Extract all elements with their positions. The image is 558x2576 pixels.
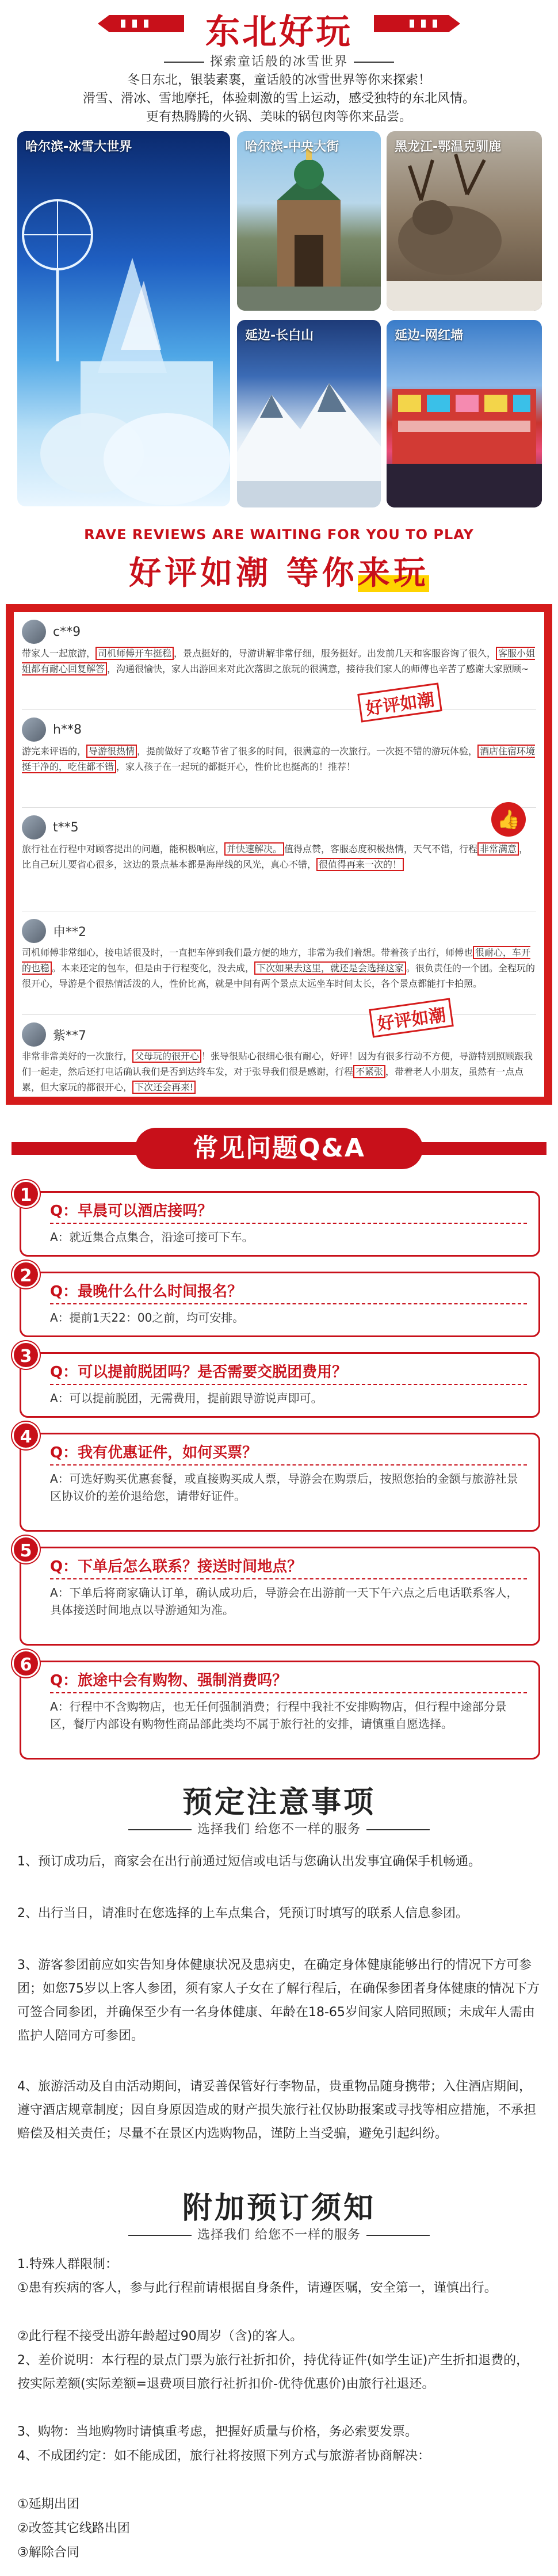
- faq-item: [20, 1541, 540, 1646]
- notes-title: 预定注意事项: [182, 1785, 376, 1820]
- faq-answer: A：可选好购买优惠套餐，或直接购买成人票，导游会在购票后，按照您抬的金额与旅游社景区协议价的差价退给您，请带好证件。: [50, 1472, 518, 1503]
- faq-answer: A：可以提前脱团，无需费用，提前跟导游说声即可。: [50, 1391, 323, 1405]
- reviews-heading-english: RAVE REVIEWS ARE WAITING FOR YOU TO PLAY: [84, 526, 474, 543]
- faq-number: 5: [12, 1536, 40, 1563]
- review-text: 带家人一起旅游， 司机师傅开车挺稳 ，景点挺好的，导游讲解非常仔细，服务挺好。出发前几天和客服咨询了很久， 客服小姐姐都有耐心回复解答 ，沟通很愉快，家人出游回来对此次落脚之旅玩的很满意，接待我们家人的师傅也辛苦了感谢大家照顾~: [22, 648, 536, 674]
- faq-question: Q：下单后怎么联系？接送时间地点？: [50, 1554, 527, 1579]
- faq-item: [20, 1185, 540, 1257]
- reviews-panel: [6, 604, 552, 1105]
- avatar: [22, 620, 46, 644]
- extra-title: 附加预订须知: [182, 2190, 376, 2226]
- review-item: [22, 917, 536, 1015]
- faq-question: Q：早晨可以酒店接吗？: [50, 1199, 527, 1224]
- extra-paragraph: ②改签其它线路出团: [17, 2521, 130, 2536]
- notes-paragraph: 4、旅游活动及自由活动期间，请妥善保管好行李物品，贵重物品随身携带；入住酒店期间，遵守酒店规章制度；因自身原因造成的财产损失旅行社仅协助报案或寻找等相应措施，不承担赔偿及相关责任；尽量不在景区内选购物品，谨防上当受骗，避免引起纠纷。: [17, 2079, 537, 2141]
- reviews-heading: [0, 548, 558, 594]
- notes-paragraph: 1、预订成功后，商家会在出行前通过短信或电话与您确认出发事宜确保手机畅通。: [17, 1854, 481, 1869]
- notes-subtitle: [0, 1819, 558, 1837]
- review-item: [22, 814, 536, 911]
- photo-reindeer: [387, 131, 542, 311]
- photo-central-street: [237, 131, 381, 311]
- avatar: [22, 919, 46, 943]
- faq-ribbon-right: [420, 1142, 546, 1155]
- photo-caption: 哈尔滨-中央大街: [245, 140, 339, 154]
- extra-paragraph: 4、不成团约定：如不能成团，旅行社将按照下列方式与旅游者协商解决：: [17, 2449, 430, 2463]
- photo-caption: 黑龙江-鄂温克驯鹿: [395, 140, 502, 154]
- rave-stamp: 好评如潮: [369, 998, 454, 1037]
- faq-ribbon-left: [12, 1142, 138, 1155]
- ice-castle-illustration: [17, 131, 230, 506]
- faq-number: 3: [12, 1341, 40, 1369]
- faq-question: Q：我有优惠证件，如何买票？: [50, 1440, 527, 1466]
- extra-paragraph: 3、购物：当地购物时请慎重考虑，把握好质量与价格，务必索要发票。: [17, 2425, 418, 2439]
- extra-paragraph: 1.特殊人群限制：: [17, 2257, 118, 2272]
- review-username: h**8: [53, 722, 82, 737]
- faq-item: [20, 1266, 540, 1337]
- extra-subtitle: [0, 2225, 558, 2243]
- review-text: 非常非常美好的一次旅行， 父母玩的很开心 ！张导很贴心很细心很有耐心，好评！因为有很多行动不方便，导游特别照顾跟我们一起走，然后还打电话确认我们是否到达终车发，对于张导我们很是感谢，行程 不紧张 ，带着老人小朋友，虽然有一点点累，但大家玩的都很开心， 下次还会再来!: [22, 1051, 533, 1093]
- faq-answer: A：行程中不含购物店，也无任何强制消费；行程中我社不安排购物店，但行程中途部分景区，餐厅内部设有购物性商品部此类均不属于旅行社的安排，请慎重自愿选择。: [50, 1700, 507, 1731]
- avatar: [22, 1022, 46, 1047]
- intro-line-1: 冬日东北，银装素裹，童话般的冰雪世界等你来探索！: [127, 73, 431, 87]
- review-item: [22, 618, 536, 710]
- faq-item: [20, 1346, 540, 1418]
- review-text: 游完来评语的， 导游很热情 ，提前做好了攻略节省了很多的时间，很满意的一次旅行。一次挺不错的游玩体验， 酒店住宿环境挺干净的，吃住都不错 ，家人孩子在一起玩的都挺开心，性价比也挺高的！推荐！: [22, 746, 536, 772]
- review-item: [22, 716, 536, 808]
- faq-item: [20, 1655, 540, 1760]
- review-item: [22, 1021, 536, 1096]
- notes-subtitle-text: 选择我们 给您不一样的服务: [197, 1822, 361, 1837]
- faq-answer: A：就近集合点集合，沿途可接可下车。: [50, 1230, 254, 1244]
- faq-title: 常见问题Q&A: [193, 1134, 365, 1163]
- faq-answer: A：下单后将商家确认订单，确认成功后，导游会在出游前一天下午六点之后电话联系客人，具体接送时间地点以导游通知为准。: [50, 1586, 518, 1617]
- street-illustration: [387, 320, 542, 507]
- review-username: c**9: [53, 624, 81, 639]
- faq-number: 6: [12, 1650, 40, 1677]
- photo-changbai-mountain: [237, 320, 381, 507]
- photo-influencer-wall: [387, 320, 542, 507]
- faq-number: 2: [12, 1261, 40, 1288]
- review-text: 旅行社在行程中对顾客提出的问题，能积极响应， 并快速解决。 值得点赞，客服态度积极热情，天气不错，行程 非常满意 ，比自己玩儿要省心很多，这边的景点基本都是海岸线的风光，真心不错， 很值得再来一次的！: [22, 844, 529, 870]
- header-subtitle-text: 探索童话般的冰雪世界: [209, 55, 348, 69]
- review-username: 申**2: [53, 925, 86, 940]
- extra-subtitle-text: 选择我们 给您不一样的服务: [197, 2228, 361, 2242]
- mountain-illustration: [237, 320, 381, 507]
- review-username: 紫**7: [53, 1028, 86, 1043]
- extra-paragraph: ①延期出团: [17, 2497, 79, 2512]
- notes-paragraph: 2、出行当日，请准时在您选择的上车点集合，凭预订时填写的联系人信息参团。: [17, 1906, 468, 1921]
- extra-paragraph: ③解除合同: [17, 2546, 79, 2560]
- avatar: [22, 815, 46, 839]
- review-text: 司机师傅非常细心，接电话很及时，一直把车停到我们最方便的地方，非常为我们着想。带着孩子出行，师傅也 很耐心，车开的也稳 。本来还定的包车，但是由于行程变化，没去成， 下次如果去这里，就还是会选择这家 。很负责任的一个团。全程玩的很开心，导游是个很热情活泼的人，性价比高，就是中间有两个景点太远坐车时间太长，各个景点都能打卡拍照。: [22, 947, 536, 989]
- photo-caption: 哈尔滨-冰雪大世界: [25, 140, 132, 154]
- extra-paragraph: 2、差价说明：本行程的景点门票为旅行社折扣价，持优待证件(如学生证)产生折扣退费的，按实际差额(实际差额=退费项目旅行社折扣价-优待优惠价)由旅行社退还。: [17, 2353, 529, 2391]
- faq-question: Q：可以提前脱团吗？是否需要交脱团费用？: [50, 1360, 527, 1385]
- extra-paragraph: ①患有疾病的客人，参与此行程前请根据自身条件，请遵医嘱，安全第一，谨慎出行。: [17, 2281, 497, 2295]
- rave-stamp: 好评如潮: [357, 682, 442, 722]
- reviews-heading-text: 好评如潮 等你: [129, 554, 358, 592]
- faq-question: Q：最晚什么什么时间报名？: [50, 1279, 527, 1304]
- photo-caption: 延边-长白山: [245, 329, 314, 343]
- intro-line-3: 更有热腾腾的火锅、美味的锅包肉等你来品尝。: [146, 110, 412, 124]
- intro-line-2: 滑雪、滑冰、雪地摩托，体验刺激的雪上运动，感受独特的东北风情。: [82, 91, 475, 106]
- page-title: 东北好玩: [205, 12, 353, 52]
- faq-number: 4: [12, 1422, 40, 1449]
- photo-ice-snow-world: [17, 131, 230, 506]
- faq-question: Q：旅途中会有购物、强制消费吗？: [50, 1668, 527, 1693]
- avatar: [22, 718, 46, 742]
- extra-paragraph: ②此行程不接受出游年龄超过90周岁（含)的客人。: [17, 2329, 303, 2344]
- photo-caption: 延边-网红墙: [395, 329, 464, 343]
- review-username: t**5: [53, 820, 79, 835]
- header-subtitle: [0, 52, 558, 70]
- cathedral-illustration: [237, 131, 381, 311]
- reviews-heading-highlight: 来玩: [357, 554, 429, 592]
- faq-number: 1: [12, 1180, 40, 1208]
- thumbs-up-icon: 👍: [491, 802, 526, 837]
- faq-item: [20, 1427, 540, 1532]
- faq-answer: A：提前1天22：00之前，均可安排。: [50, 1311, 244, 1325]
- notes-paragraph: 3、游客参团前应如实告知身体健康状况及患病史，在确定身体健康能够出行的情况下方可参团；如您75岁以上客人参团，须有家人子女在了解行程后，在确保参团者身体健康的情况下方可签合同参团，并确保至少有一名身体健康、年龄在18-65岁间家人陪同照顾；未成年人需由监护人陪同方可参团。: [17, 1958, 540, 2043]
- reindeer-illustration: [387, 131, 542, 311]
